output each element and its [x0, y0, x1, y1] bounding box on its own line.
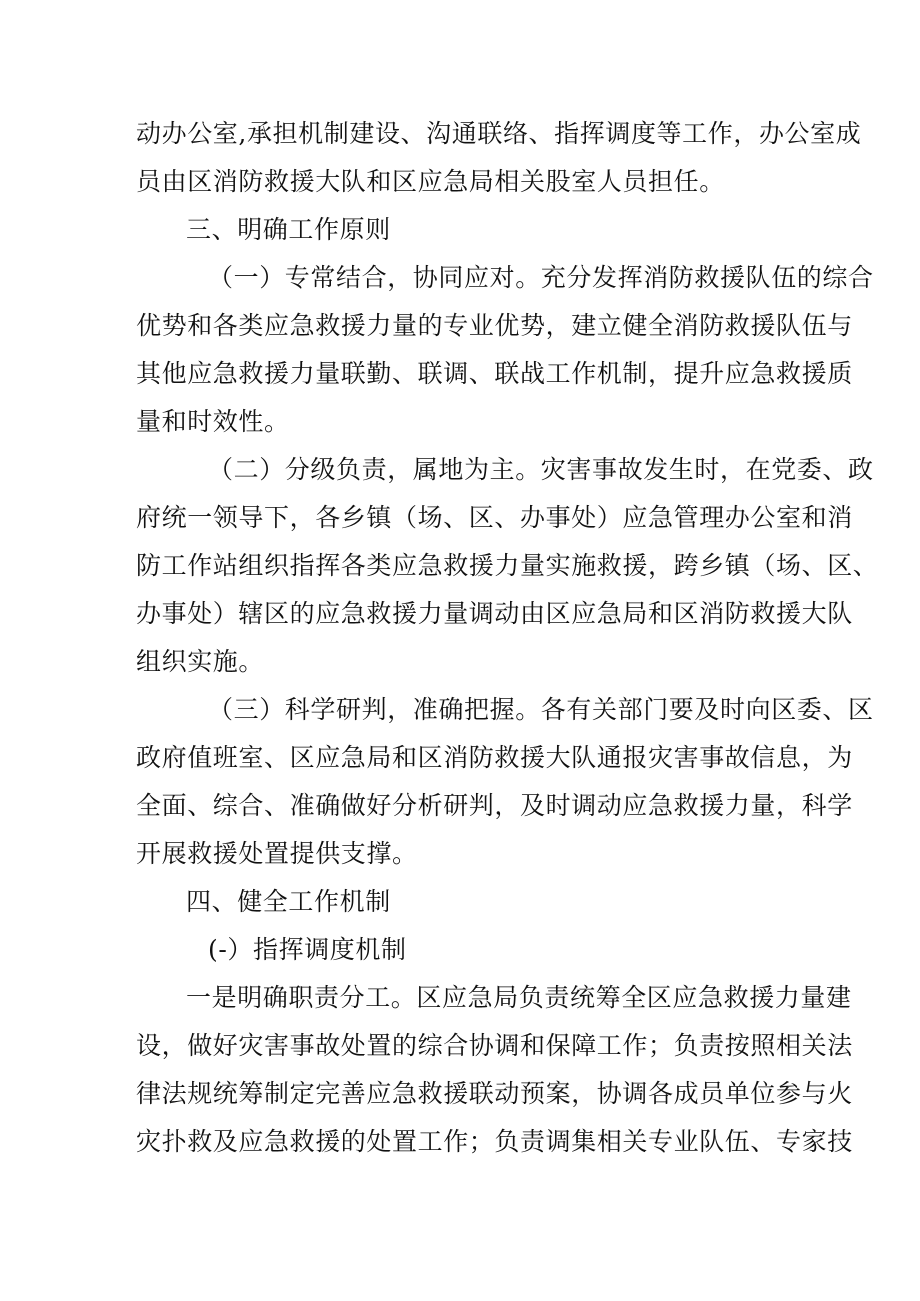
- section-heading: 四、健全工作机制: [186, 887, 391, 916]
- section-heading: 三、明确工作原则: [186, 215, 391, 244]
- body-text-line: 量和时效性。: [136, 407, 290, 436]
- body-text-line: 府统一领导下，各乡镇（场、区、办事处）应急管理办公室和消: [136, 503, 853, 532]
- paragraph-heading-line: （三）科学研判，准确把握。各有关部门要及时向区委、区: [208, 695, 874, 724]
- paragraph-heading-line: （一）专常结合，协同应对。充分发挥消防救援队伍的综合: [208, 263, 874, 292]
- body-text-line: 组织实施。: [136, 647, 265, 676]
- paragraph-heading-line: 一是明确职责分工。区应急局负责统筹全区应急救援力量建: [186, 983, 852, 1012]
- body-text-line: 开展救援处置提供支撑。: [136, 839, 418, 868]
- body-text-line: 优势和各类应急救援力量的专业优势，建立健全消防救援队伍与: [136, 311, 853, 340]
- body-text-line: 动办公室,承担机制建设、沟通联络、指挥调度等工作，办公室成: [136, 119, 862, 148]
- body-text-line: 设，做好灾害事故处置的综合协调和保障工作；负责按照相关法: [136, 1031, 853, 1060]
- body-text-line: 员由区消防救援大队和区应急局相关股室人员担任。: [136, 167, 725, 196]
- body-text-line: 政府值班室、区应急局和区消防救援大队通报灾害事故信息，为: [136, 743, 853, 772]
- body-text-line: 办事处）辖区的应急救援力量调动由区应急局和区消防救援大队: [136, 599, 853, 628]
- body-text-line: 律法规统筹制定完善应急救援联动预案，协调各成员单位参与火: [136, 1079, 853, 1108]
- body-text-line: 灾扑救及应急救援的处置工作；负责调集相关专业队伍、专家技: [136, 1127, 853, 1156]
- paragraph-heading-line: （二）分级负责，属地为主。灾害事故发生时，在党委、政: [208, 455, 874, 484]
- subsection-heading: (-）指挥调度机制: [208, 935, 407, 964]
- body-text-line: 全面、综合、准确做好分析研判，及时调动应急救援力量，科学: [136, 791, 853, 820]
- body-text-line: 防工作站组织指挥各类应急救援力量实施救援，跨乡镇（场、区、: [136, 551, 879, 580]
- body-text-line: 其他应急救援力量联勤、联调、联战工作机制，提升应急救援质: [136, 359, 853, 388]
